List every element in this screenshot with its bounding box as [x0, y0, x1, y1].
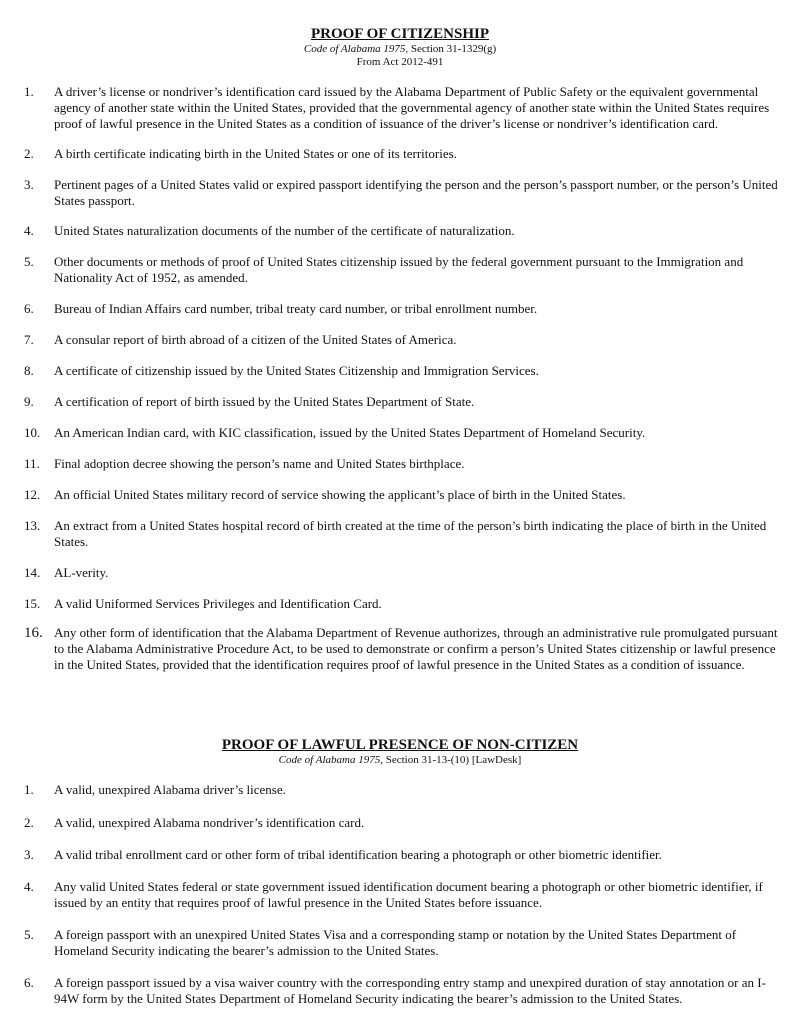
- item-text: A driver’s license or nondriver’s identification card issued by the Alabama Department of Public Safety or the equivalent governmental agency of another state within the United States, provided that the governmental agency of another state within the United States requires proof of lawful presence in the United States as a condition of issuance of the driver’s license or nondriver’s identification card.: [54, 84, 770, 131]
- list-item: [24, 596, 780, 612]
- item-number: 13.: [24, 518, 41, 533]
- list-item: [24, 879, 780, 911]
- list-item: [24, 782, 780, 798]
- item-text: An extract from a United States hospital record of birth created at the time of the person’s birth indicating the place of birth in the United States.: [54, 518, 767, 549]
- item-number: 5.: [24, 927, 34, 942]
- item-text: Bureau of Indian Affairs card number, tribal treaty card number, or tribal enrollment number.: [54, 301, 538, 316]
- item-number: 16.: [24, 625, 43, 641]
- list-item: [24, 177, 780, 209]
- item-text: Any other form of identification that the Alabama Department of Revenue authorizes, through an administrative rule promulgated pursuant to the Alabama Administrative Procedure Act, to be used to demonstrate or confirm a person’s United States citizenship or lawful presence in the United States, provided that the identification requires proof of lawful presence in the United States as a condition of issuance.: [54, 625, 778, 672]
- lawful-presence-list: [24, 782, 780, 1007]
- item-text: An official United States military record of service showing the applicant’s place of birth in the United States.: [54, 487, 626, 502]
- item-text: Any valid United States federal or state government issued identification document bearing a photograph or other biometric identifier, if issued by an entity that requires proof of lawful presence in the United States before issuance.: [54, 879, 763, 910]
- item-text: AL-verity.: [54, 565, 109, 580]
- item-number: 2.: [24, 146, 34, 161]
- item-number: 3.: [24, 177, 34, 192]
- list-item: [24, 84, 780, 132]
- item-text: A foreign passport issued by a visa waiver country with the corresponding entry stamp and unexpired duration of stay annotation or an I-94W form by the United States Department of Homeland Security indicating the bearer’s admission to the United States.: [54, 975, 766, 1006]
- list-item: [24, 394, 780, 410]
- item-text: A foreign passport with an unexpired United States Visa and a corresponding stamp or notation by the United States Department of Homeland Security indicating the bearer’s admission to the United States.: [54, 927, 737, 958]
- list-item: [24, 487, 780, 503]
- item-number: 9.: [24, 394, 34, 409]
- item-number: 2.: [24, 815, 34, 830]
- item-text: Other documents or methods of proof of United States citizenship issued by the federal government pursuant to the Immigration and Nationality Act of 1952, as amended.: [54, 254, 744, 285]
- item-number: 11.: [24, 456, 40, 471]
- item-number: 12.: [24, 487, 41, 502]
- item-number: 3.: [24, 847, 34, 862]
- citizenship-citation-code: Code of Alabama 1975,: [303, 43, 409, 55]
- lawful-presence-citation: [0, 754, 800, 767]
- item-number: 4.: [24, 879, 34, 894]
- item-text: A consular report of birth abroad of a citizen of the United States of America.: [54, 332, 457, 347]
- list-item: [24, 815, 780, 831]
- item-text: United States naturalization documents of the number of the certificate of naturalization.: [54, 223, 515, 238]
- item-number: 7.: [24, 332, 34, 347]
- citizenship-source: From Act 2012-491: [356, 56, 444, 68]
- lawful-presence-citation-section: , Section 31-13-(10) [LawDesk]: [380, 754, 522, 766]
- item-number: 6.: [24, 301, 34, 316]
- list-item: [24, 146, 780, 162]
- list-item: [24, 425, 780, 441]
- item-text: A valid tribal enrollment card or other form of tribal identification bearing a photograph or other biometric identifier.: [54, 847, 662, 862]
- item-number: 15.: [24, 596, 41, 611]
- item-number: 5.: [24, 254, 34, 269]
- item-text: A valid, unexpired Alabama driver’s license.: [54, 782, 286, 797]
- list-item: [24, 518, 780, 550]
- item-text: A valid, unexpired Alabama nondriver’s identification card.: [54, 815, 365, 830]
- citizenship-list: [24, 84, 780, 673]
- item-text: Final adoption decree showing the person’s name and United States birthplace.: [54, 456, 465, 471]
- lawful-presence-title: PROOF OF LAWFUL PRESENCE OF NON-CITIZEN: [221, 737, 579, 753]
- list-item: [24, 363, 780, 379]
- list-item: [24, 565, 780, 581]
- lawful-presence-header: [0, 737, 800, 767]
- citizenship-citation: [0, 43, 800, 56]
- list-item: [24, 301, 780, 317]
- item-number: 1.: [24, 84, 34, 99]
- item-number: 10.: [24, 425, 41, 440]
- item-number: 6.: [24, 975, 34, 990]
- list-item: [24, 927, 780, 959]
- item-text: A certification of report of birth issued by the United States Department of State.: [54, 394, 475, 409]
- item-number: 8.: [24, 363, 34, 378]
- item-text: A valid Uniformed Services Privileges and Identification Card.: [54, 596, 382, 611]
- item-number: 14.: [24, 565, 41, 580]
- list-item: [24, 456, 780, 472]
- item-text: A certificate of citizenship issued by the United States Citizenship and Immigration Services.: [54, 363, 539, 378]
- item-number: 4.: [24, 223, 34, 238]
- citizenship-title: PROOF OF CITIZENSHIP: [310, 26, 490, 42]
- item-number: 1.: [24, 782, 34, 797]
- item-text: Pertinent pages of a United States valid or expired passport identifying the person and the person’s passport number, or the person’s United States passport.: [54, 177, 778, 208]
- item-text: An American Indian card, with KIC classification, issued by the United States Department of Homeland Security.: [54, 425, 646, 440]
- list-item: [24, 975, 780, 1007]
- list-item: [24, 223, 780, 239]
- citizenship-header: [0, 26, 800, 69]
- list-item: [24, 847, 780, 863]
- list-item: [24, 332, 780, 348]
- citizenship-citation-section: Section 31-1329(g): [408, 43, 497, 55]
- lawful-presence-citation-code: Code of Alabama 1975: [278, 754, 381, 766]
- list-item: [24, 625, 780, 673]
- list-item: [24, 254, 780, 286]
- item-text: A birth certificate indicating birth in the United States or one of its territories.: [54, 146, 457, 161]
